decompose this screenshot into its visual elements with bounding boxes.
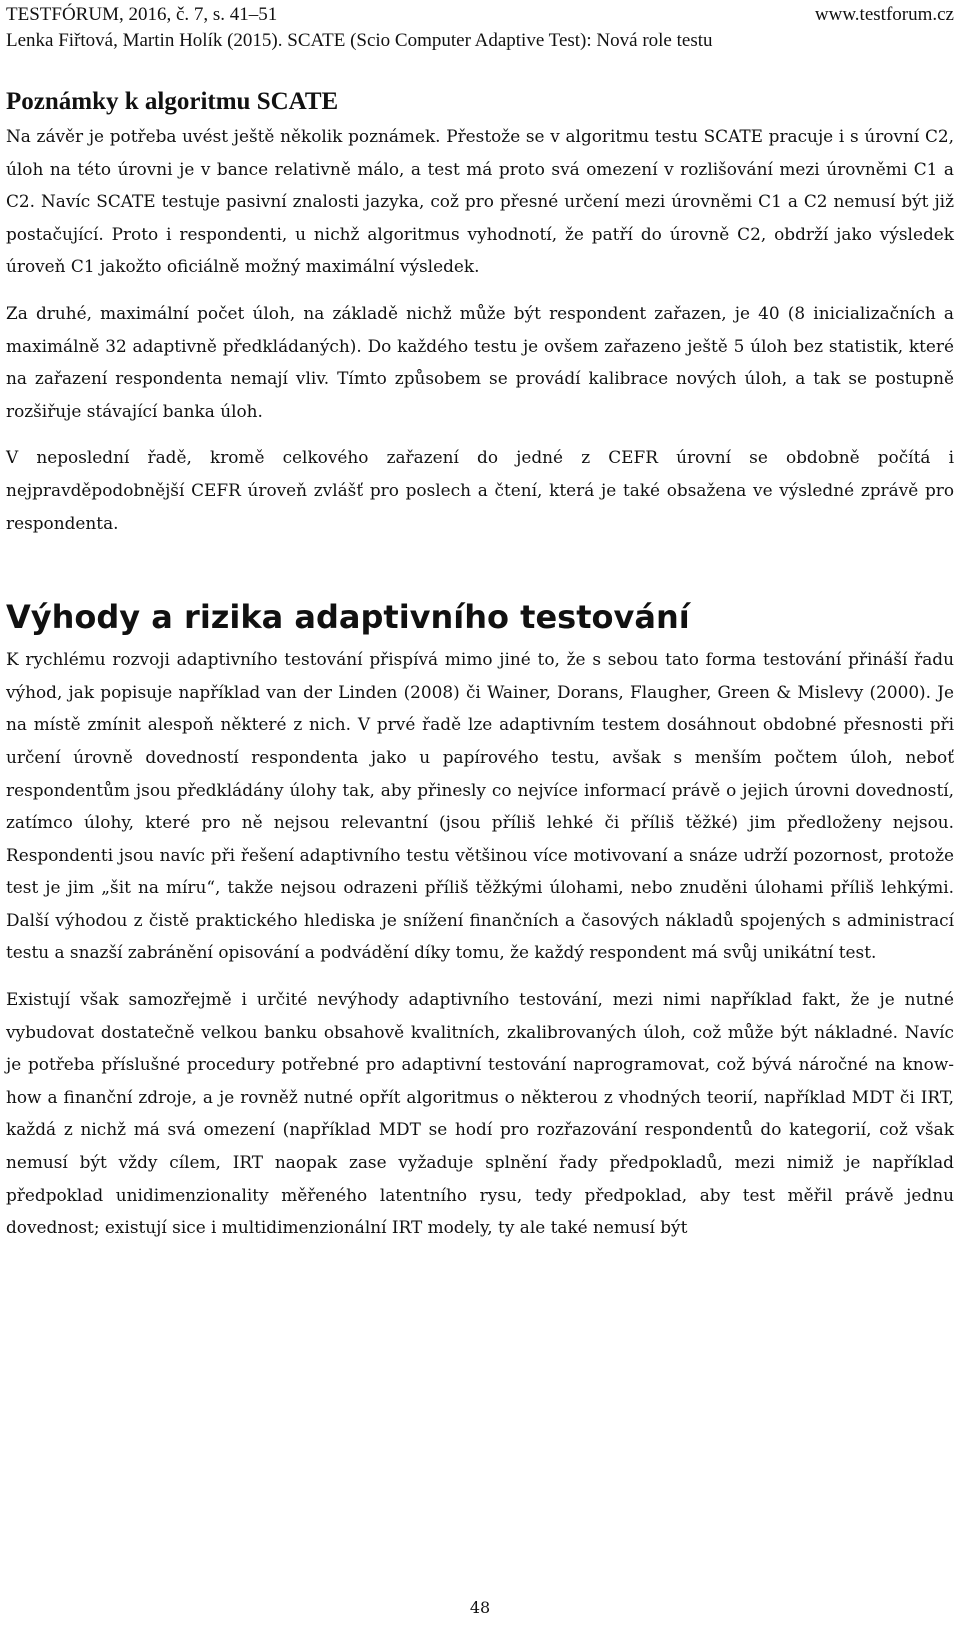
journal-reference: TESTFÓRUM, 2016, č. 7, s. 41–51: [6, 4, 278, 25]
journal-website: www.testforum.cz: [814, 4, 954, 25]
paragraph-notes-3: V neposlední řadě, kromě celkového zařazení do jedné z CEFR úrovní se obdobně počítá i nejpravděpodobnější CEFR úroveň zvlášť pro poslech a čtení, která je také obsažena ve výsledné zprávě pro respondenta.: [6, 447, 954, 533]
running-header-top-row: [6, 2, 954, 28]
section-heading-notes: Poznámky k algoritmu SCATE: [6, 88, 339, 115]
page-body: [6, 86, 954, 1244]
paragraph-notes-1: Na závěr je potřeba uvést ještě několik poznámek. Přestože se v algoritmu testu SCATE pracuje i s úrovní C2, úloh na této úrovni je v bance relativně málo, a test má proto svá omezení v rozlišování mezi úrovněmi C1 a C2. Navíc SCATE testuje pasivní znalosti jazyka, což pro přesné určení mezi úrovněmi C1 a C2 nemusí být již postačující. Proto i respondenti, u nichž algoritmus vyhodnotí, že patří do úrovně C2, obdrží jako výsledek úroveň C1 jakožto oficiálně možný maximální výsledek.: [6, 126, 954, 277]
paragraph-advantages-1: K rychlému rozvoji adaptivního testování přispívá mimo jiné to, že s sebou tato forma testování přináší řadu výhod, jak popisuje například van der Linden (2008) či Wainer, Dorans, Flaugher, Green & Mislevy (2000). Je na místě zmínit alespoň některé z nich. V prvé řadě lze adaptivním testem dosáhnout obdobné přesnosti při určení úrovně dovedností respondenta jako u papírového testu, avšak s menším počtem úloh, neboť respondentům jsou předkládány úlohy tak, aby přinesly co nejvíce informací právě o jejich úrovni dovedností, zatímco úlohy, které pro ně nejsou relevantní (jsou příliš lehké či příliš těžké) jim předloženy nejsou. Respondenti jsou navíc při řešení adaptivního testu většinou více motivovaní a snáze udrží pozornost, protože test je jim „šit na míru“, takže nejsou odrazeni příliš těžkými úlohami, nebo znuděni úlohami příliš lehkými. Další výhodou z čistě praktického hlediska je snížení finančních a časových nákladů spojených s administrací testu a snazší zabránění opisování a podvádění díky tomu, že každý respondent má svůj unikátní test.: [6, 649, 954, 963]
running-header: [6, 2, 954, 54]
article-citation: Lenka Fiřtová, Martin Holík (2015). SCATE (Scio Computer Adaptive Test): Nová role testu: [6, 30, 713, 51]
paragraph-advantages-2: Existují však samozřejmě i určité nevýhody adaptivního testování, mezi nimi například fakt, že je nutné vybudovat dostatečně velkou banku obsahově kvalitních, zkalibrovaných úloh, což může být nákladné. Navíc je potřeba příslušné procedury potřebné pro adaptivní testování naprogramovat, což bývá náročné na know-how a finanční zdroje, a je rovněž nutné opřít algoritmus o některou z vhodných teorií, například MDT či IRT, každá z nichž má svá omezení (například MDT se hodí pro rozřazování respondentů do kategorií, což však nemusí být vždy cílem, IRT naopak zase vyžaduje splnění řady předpokladů, mezi nimiž je například předpoklad unidimenzionality měřeného latentního rysu, tedy předpoklad, aby test měřil právě jednu dovednost; existují sice i multidimenzionální IRT modely, ty ale také nemusí být: [6, 989, 954, 1238]
running-header-citation-row: [6, 28, 954, 54]
section-heading-advantages: Výhody a rizika adaptivního testování: [6, 598, 690, 637]
paragraph-notes-2: Za druhé, maximální počet úloh, na základě nichž může být respondent zařazen, je 40 (8 inicializačních a maximálně 32 adaptivně předkládaných). Do každého testu je ovšem zařazeno ještě 5 úloh bez statistik, které na zařazení respondenta nemají vliv. Tímto způsobem se provádí kalibrace nových úloh, a tak se postupně rozšiřuje stávající banka úloh.: [6, 302, 954, 421]
page-number: 48: [469, 1598, 491, 1617]
